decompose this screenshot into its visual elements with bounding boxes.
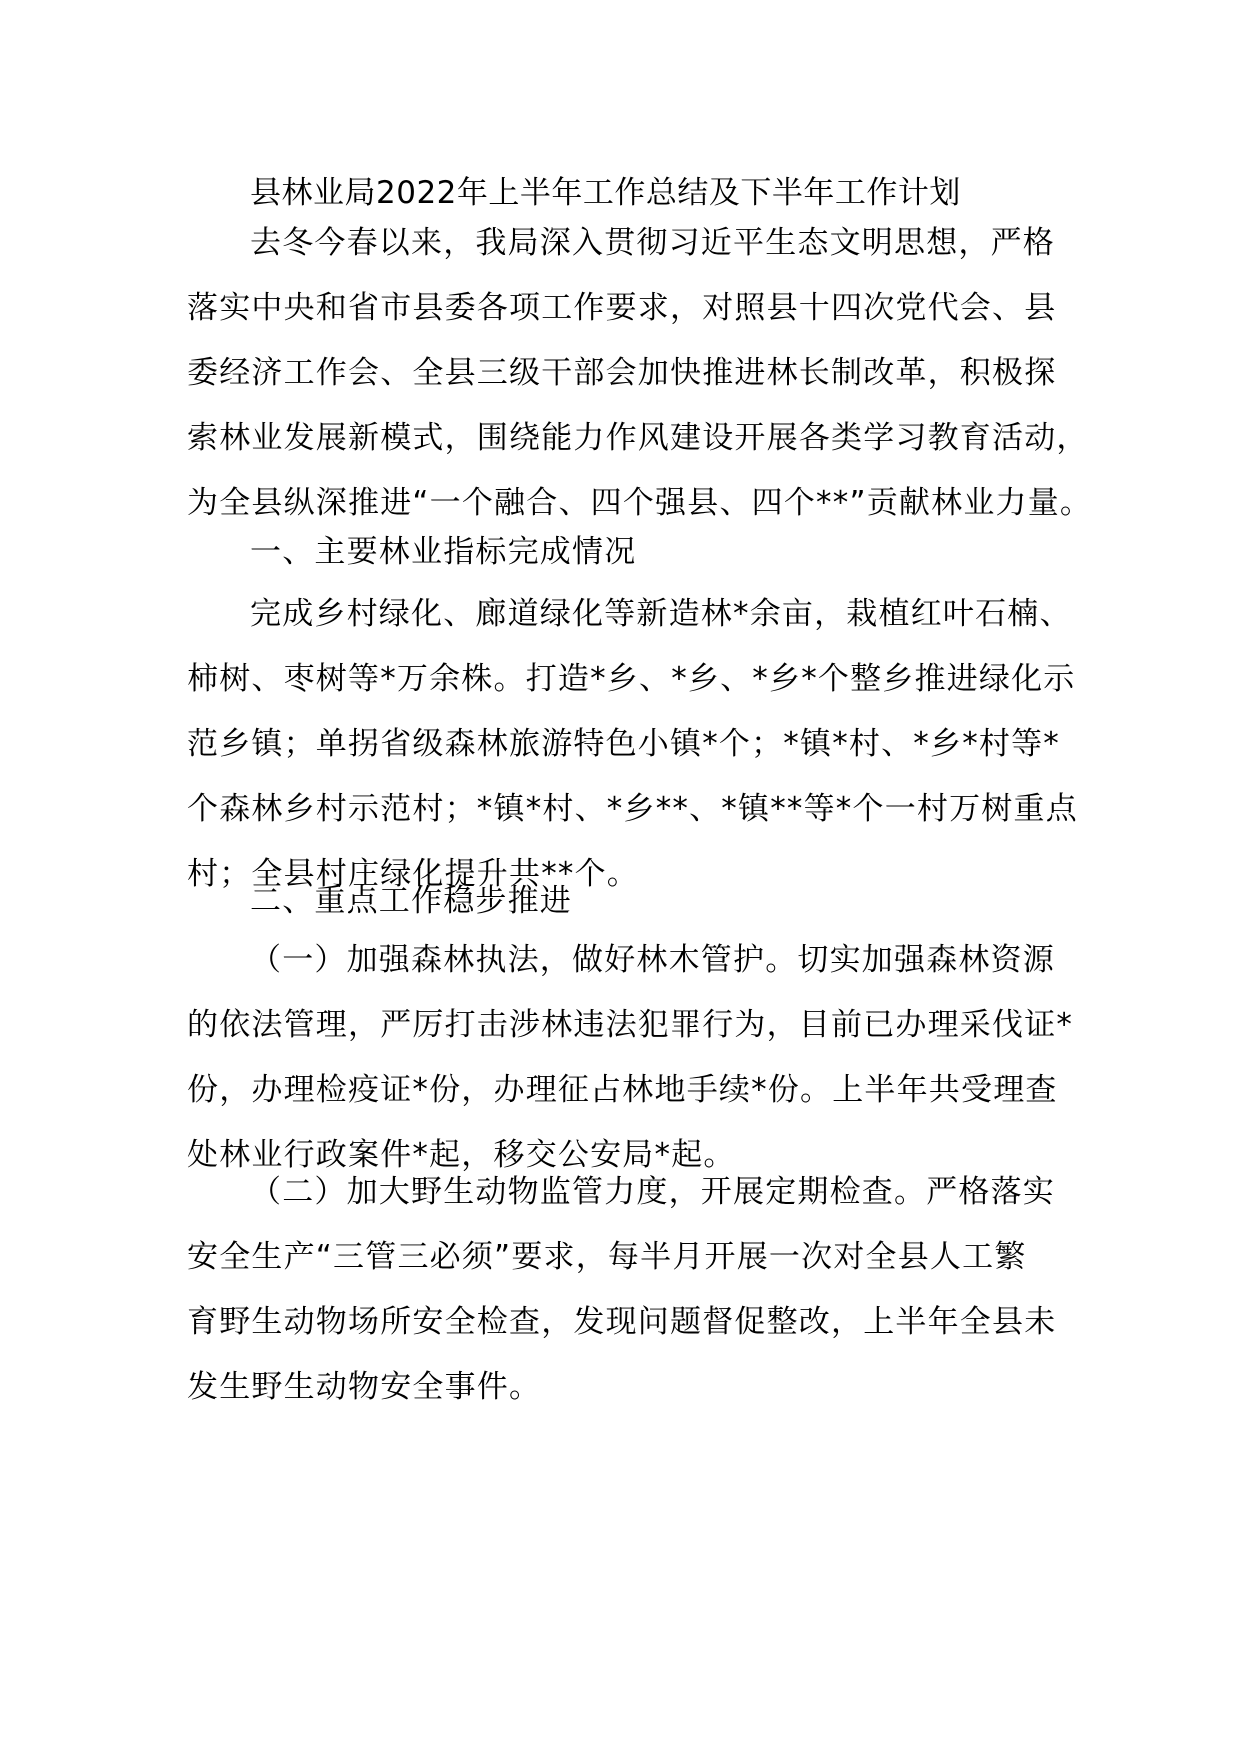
paragraph-line: 村；全县村庄绿化提升共**个。 <box>187 856 639 892</box>
paragraph-line: 索林业发展新模式，围绕能力作风建设开展各类学习教育活动， <box>187 420 1089 456</box>
paragraph-line: （二）加大野生动物监管力度，开展定期检查。严格落实 <box>250 1174 1055 1210</box>
paragraph-line: 范乡镇；单拐省级森林旅游特色小镇*个；*镇*村、*乡*村等* <box>187 726 1060 762</box>
paragraph-line: （一）加强森林执法，做好林木管护。切实加强森林资源 <box>250 942 1055 978</box>
paragraph-line: 的依法管理，严厉打击涉林违法犯罪行为，目前已办理采伐证* <box>187 1007 1074 1043</box>
paragraph-line: 完成乡村绿化、廊道绿化等新造林*余亩，栽植红叶石楠、 <box>250 596 1072 632</box>
paragraph-line: 去冬今春以来，我局深入贯彻习近平生态文明思想，严格 <box>250 225 1055 261</box>
paragraph-line: 落实中央和省市县委各项工作要求，对照县十四次党代会、县 <box>187 290 1057 326</box>
paragraph-line: 柿树、枣树等*万余株。打造*乡、*乡、*乡*个整乡推进绿化示 <box>187 661 1076 697</box>
paragraph-line: 育野生动物场所安全检查，发现问题督促整改，上半年全县未 <box>187 1304 1057 1340</box>
paragraph-line: 为全县纵深推进“一个融合、四个强县、四个**”贡献林业力量。 <box>187 485 1093 521</box>
intro-paragraph <box>187 211 1093 536</box>
paragraph-line: 个森林乡村示范村；*镇*村、*乡**、*镇**等*个一村万树重点 <box>187 791 1078 827</box>
section2-1-paragraph <box>187 928 1074 1188</box>
paragraph-line: 委经济工作会、全县三级干部会加快推进林长制改革，积极探 <box>187 355 1057 391</box>
section-heading-1: 一、主要林业指标完成情况 <box>250 534 637 570</box>
paragraph-line: 份，办理检疫证*份，办理征占林地手续*份。上半年共受理查 <box>187 1072 1058 1108</box>
section1-paragraph <box>187 582 1078 907</box>
paragraph-line: 发生野生动物安全事件。 <box>187 1369 542 1405</box>
section-heading-2: 二、重点工作稳步推进 <box>250 883 572 919</box>
section2-2-paragraph <box>187 1160 1067 1420</box>
document-title: 县林业局2022年上半年工作总结及下半年工作计划 <box>250 175 961 211</box>
paragraph-line: 安全生产“三管三必须”要求，每半月开展一次对全县人工繁 <box>187 1239 1027 1275</box>
paragraph-line: 处林业行政案件*起，移交公安局*起。 <box>187 1137 736 1173</box>
